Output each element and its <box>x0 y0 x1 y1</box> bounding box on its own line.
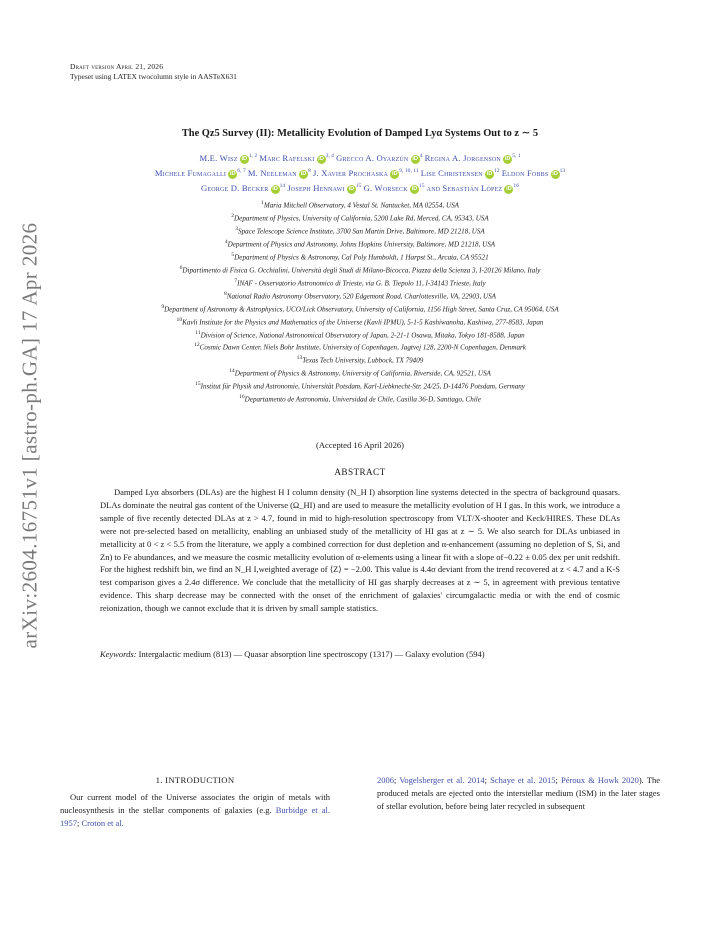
keywords-text: Intergalactic medium (813) — Quasar absorption line spectroscopy (1317) — Galaxy evolution (594) <box>138 649 485 659</box>
citation-separator: ; <box>394 775 397 785</box>
affiliation: $^8$National Radio Astronomy Observatory, 520 Edgemont Road, Charlottesville, VA, 22903, USA <box>223 290 496 301</box>
affiliation: $^4$Department of Physics and Astronomy, Johns Hopkins University, Baltimore, MD 21218, USA <box>224 238 496 249</box>
author-affil-sup: 8 <box>308 167 311 174</box>
orcid-icon[interactable]: iD <box>241 155 248 162</box>
author-name[interactable]: Regina A. Jorgenson <box>424 152 501 163</box>
author-affil-sup: 16 <box>513 182 520 189</box>
affiliation: $^5$Department of Physics & Astronomy, Cal Poly Humboldt, 1 Harpst St., Arcata, CA 95521 <box>231 251 489 262</box>
citation-link[interactable]: Péroux & Howk 2020 <box>560 775 639 785</box>
affiliation: $^{11}$Division of Science, National Astronomical Observatory of Japan, 2-21-1 Osawa, Mitaka, Tokyo 181-8588, Japan <box>195 329 525 339</box>
author-name[interactable]: Marc Rafelski <box>259 152 315 163</box>
author-affil-sup: 15 <box>418 182 425 189</box>
author-affil-sup: 13 <box>559 167 566 174</box>
affiliation: $^{12}$Cosmic Dawn Center, Niels Bohr Institute, University of Copenhagen, Jagtvej 128, 2200-N Copenhagen, Denmark <box>194 342 526 352</box>
author-name[interactable]: Joseph Hennawi <box>287 182 345 193</box>
intro-text: Our current model of the Universe associates the origin of metals with nucleosynthesis in the stellar components of galaxies (e.g. <box>60 792 330 815</box>
orcid-icon[interactable]: iD <box>504 155 511 162</box>
citation-link[interactable]: Croton et al. <box>81 818 124 828</box>
typeset-note: Typeset using LATEX twocolumn style in AASTeX631 <box>70 72 237 81</box>
orcid-icon[interactable]: iD <box>272 185 278 192</box>
author-name[interactable]: Sebastián López <box>442 182 503 193</box>
orcid-icon[interactable]: iD <box>318 155 324 162</box>
affiliation: $^6$Dipartimento di Fisica G. Occhialini, Università degli Studi di Milano-Bicocca, Piazza della Scienza 3, I-20126 Milano, Italy <box>179 264 541 275</box>
abstract-body: Damped Lyα absorbers (DLAs) are the highest H I column density (N_H I) absorption line systems detected in the spectra of background quasars. DLAs dominate the neutral gas content of the Universe (Ω_HI) and are used to measure the metallicity evolution of H I gas. In this work, we introduce a sample of five recently detected DLAs at z > 4.7, found in mid to high-resolution spectroscopy from VLT/X-shooter and Keck/HIRES. These DLAs were not pre-selected based on metallicity, enabling an unbiased study of the metallicity of HI gas at z ∼ 5. We also search for DLAs unbiased in metallicity at 0 < z < 5.5 from the literature, we apply a combined correction for dust depletion and α-enhancement (assuming no depletion of S, Si, and Zn) to Fe abundances, and we measure the cosmic metallicity evolution of α-elements using a linear fit with a slope of−0.22 ± 0.05 dex per unit redshift. For the highest redshift bin, we find an N_H I,weighted average of ⟨Z⟩ = −2.00. This value is 4.4σ deviant from the trend recovered at z < 4.7 and a K-S test comparison gives a 2.4σ difference. We conclude that the metallicity of HI gas sharply decreases at z ∼ 5, in agreement with previous tentative evidence. This sharp decrease may be connected with the onset of the enrichment of galaxies' circumgalactic media or with the end of cosmic reionization, though we cannot exclude that it is driven by small sample statistics. <box>100 487 620 614</box>
author-name[interactable]: M. Neeleman <box>247 167 297 178</box>
affiliation: $^9$Department of Astronomy & Astrophysics, UCO/Lick Observatory, University of California, 1156 High Street, Santa Cruz, CA 95064, USA <box>161 303 559 313</box>
orcid-icon[interactable]: iD <box>300 170 307 177</box>
keywords <box>100 648 620 661</box>
author-affil-sup: 12 <box>493 167 500 174</box>
orcid-icon[interactable]: iD <box>229 170 236 177</box>
orcid-icon[interactable]: iD <box>348 185 355 192</box>
author-affil-sup: 5, 1 <box>512 153 521 159</box>
author-affil-sup: 4 <box>419 153 423 159</box>
draft-header <box>70 62 237 82</box>
orcid-icon[interactable]: iD <box>391 170 398 177</box>
arxiv-stamp <box>10 222 50 648</box>
intro-right-column <box>377 774 660 813</box>
section-heading: 1. INTRODUCTION <box>155 775 235 785</box>
affiliation: $^{16}$Departamento de Astronomía, Universidad de Chile, Casilla 36-D, Santiago, Chile <box>239 394 481 404</box>
citation-link[interactable]: 2006 <box>377 775 394 785</box>
affiliation: $^{13}$Texas Tech University, Lubbock, TX 79409 <box>296 355 424 365</box>
author-name[interactable]: M.E. Wisz <box>199 152 238 163</box>
author-name[interactable]: Michele Fumagalli <box>154 167 227 178</box>
author-conjunction: and <box>426 182 441 193</box>
citation-separator: ; <box>484 775 488 785</box>
author-name[interactable]: Grecco A. Oyarzún <box>336 152 409 163</box>
draft-version: Draft version April 21, 2026 <box>70 62 164 71</box>
citation-separator: ; <box>77 818 80 828</box>
affiliation: $^{15}$Institut für Physik und Astronomie, Universität Potsdam, Karl-Liebknecht-Str. 24/25, D-14476 Potsdam, Germany <box>195 381 525 391</box>
author-affil-sup: 14 <box>279 182 286 189</box>
citation-link[interactable]: Schaye et al. 2015 <box>490 775 556 785</box>
orcid-icon[interactable]: iD <box>412 155 418 162</box>
affiliation-list <box>52 198 668 405</box>
author-affil-sup: 15 <box>355 182 362 189</box>
author-affil-sup: 3, 4 <box>325 153 334 159</box>
intro-text: ). The produced metals are ejected onto the interstellar medium (ISM) in the later stages of stellar evolution, before being later recycled in subsequent <box>377 775 660 811</box>
intro-paragraph <box>60 791 330 830</box>
citation-separator: ; <box>555 775 558 785</box>
author-name[interactable]: Lise Christensen <box>420 167 483 178</box>
intro-left-column <box>60 774 330 830</box>
citation-link[interactable]: Burbidge et al. 1957 <box>60 805 331 828</box>
author-name[interactable]: G. Worseck <box>363 182 408 193</box>
affiliation: $^1$Maria Mitchell Observatory, 4 Vestal St. Nantucket, MA 02554, USA <box>261 200 459 210</box>
affiliation: $^2$Department of Physics, University of California, 5200 Lake Rd, Merced, CA, 95343, USA <box>231 212 489 223</box>
affiliation: $^7$INAF - Osservatorio Astronomico di Trieste, via G. B. Tiepolo 11, I-34143 Trieste, Italy <box>234 277 486 288</box>
citation-link[interactable]: Vogelsberger et al. 2014 <box>399 775 485 785</box>
author-name[interactable]: Eldon Fobbs <box>501 167 549 178</box>
author-affil-sup: 9, 10, 11 <box>399 167 419 174</box>
author-affil-sup: 1, 2 <box>248 153 258 159</box>
orcid-icon[interactable]: iD <box>506 185 512 192</box>
author-list <box>60 150 660 195</box>
author-affil-sup: 6, 7 <box>237 167 246 174</box>
arxiv-id: arXiv:2604.16751v1 [astro-ph.GA] 17 Apr 2026 <box>17 222 42 648</box>
paper-title: The Qz5 Survey (II): Metallicity Evolution of Damped Lyα Systems Out to z ∼ 5 <box>181 128 539 139</box>
author-name[interactable]: J. Xavier Prochaska <box>312 167 389 178</box>
keywords-label: Keywords: <box>100 649 137 659</box>
abstract-heading: ABSTRACT <box>334 467 386 477</box>
acceptance-note: (Accepted 16 April 2026) <box>315 440 405 450</box>
affiliation: $^{14}$Department of Physics & Astronomy, University of California, Riverside, CA, 92521, USA <box>229 368 491 378</box>
affiliation: $^3$Space Telescope Science Institute, 3700 San Martin Drive, Baltimore, MD 21218, USA <box>235 225 485 236</box>
orcid-icon[interactable]: iD <box>552 170 558 177</box>
orcid-icon[interactable]: iD <box>486 170 493 177</box>
author-name[interactable]: George D. Becker <box>200 182 269 193</box>
affiliation: $^{10}$Kavli Institute for the Physics and Mathematics of the Universe (Kavli IPMU), 5-1-5 Kashiwanoha, Kashiwa, 277-8583, Japan <box>176 316 544 326</box>
orcid-icon[interactable]: iD <box>411 185 418 192</box>
